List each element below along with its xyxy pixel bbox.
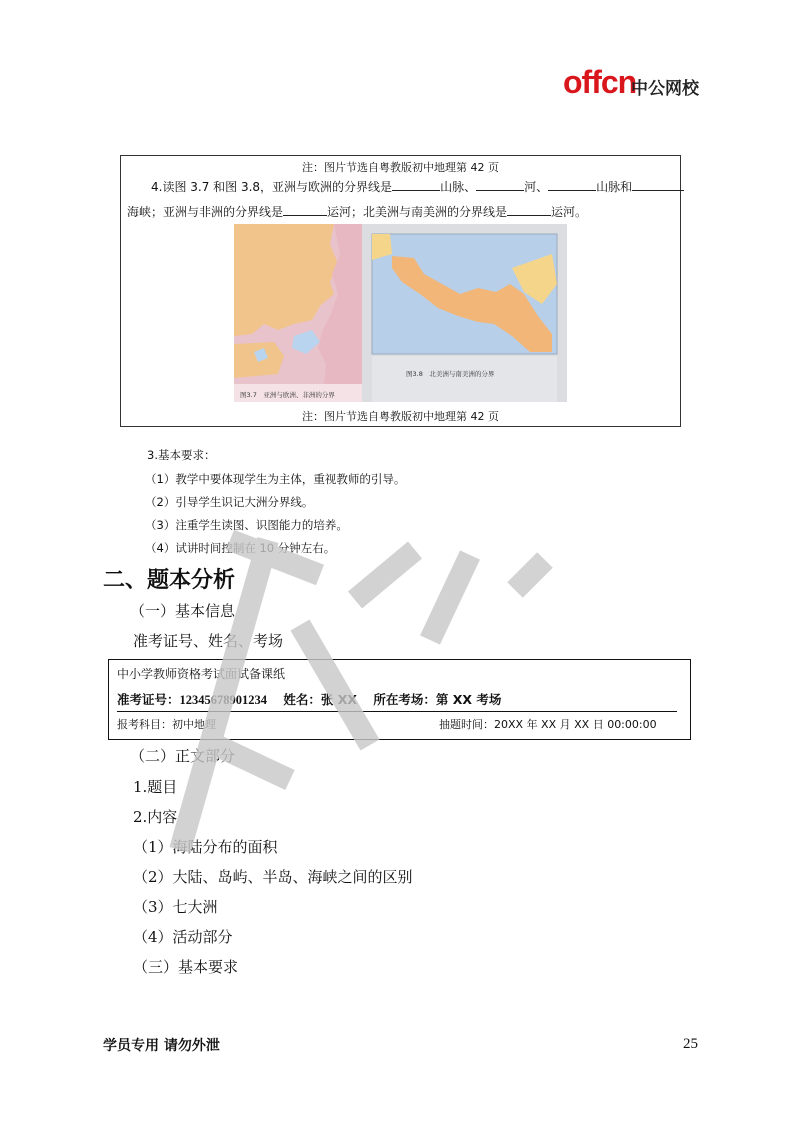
room-label: 所在考场： xyxy=(373,692,436,707)
page-number: 25 xyxy=(683,1036,698,1052)
subsection-main-text: （二）正文部分 xyxy=(130,747,236,765)
question-line-1 xyxy=(151,178,684,195)
watermark-stroke xyxy=(355,550,415,600)
name-value: 张 XX xyxy=(320,692,358,707)
lesson-plan-card xyxy=(108,659,691,740)
subject-label: 报考科目： xyxy=(117,718,172,731)
question-line-2 xyxy=(127,203,587,220)
content-point: （4）活动部分 xyxy=(133,928,233,946)
card-divider xyxy=(117,711,677,712)
item-title: 1.题目 xyxy=(133,778,178,796)
subsection-basic-info: （一）基本信息 xyxy=(130,602,236,620)
content-point: （2）大陆、岛屿、半岛、海峡之间的区别 xyxy=(133,868,413,886)
watermark-stroke xyxy=(430,555,470,640)
textbook-excerpt-box xyxy=(120,155,681,427)
requirement-item: （4）试讲时间控制在 10 分钟左右。 xyxy=(145,541,336,555)
content-point: （1）海陆分布的面积 xyxy=(133,838,278,856)
question-end: 运河。 xyxy=(551,205,588,219)
requirement-item: （1）教学中要体现学生为主体，重视教师的引导。 xyxy=(145,472,406,486)
id-value: 12345678901234 xyxy=(179,693,268,707)
section-heading: 二、题本分析 xyxy=(103,568,236,593)
question-mountain: 山脉、 xyxy=(440,180,477,194)
watermark-stroke xyxy=(515,560,545,590)
content-point: （3）七大洲 xyxy=(133,898,218,916)
question-canal: 运河；北美洲与南美洲的分界线是 xyxy=(327,205,508,219)
time-label: 抽题时间： xyxy=(439,718,494,731)
blank-6 xyxy=(507,203,551,216)
question-river: 河、 xyxy=(524,180,549,194)
name-label: 姓名： xyxy=(283,692,321,707)
requirements-title: 3.基本要求： xyxy=(147,448,216,462)
map-north-south-america xyxy=(362,224,567,402)
subsection-requirements: （三）基本要求 xyxy=(133,958,239,976)
excerpt-note-bottom: 注：图片节选自粤教版初中地理第 42 页 xyxy=(302,410,499,423)
card-subject xyxy=(117,716,216,732)
card-candidate-line xyxy=(117,690,501,708)
map-right-caption: 图3.8 北美洲与南美洲的分界 xyxy=(406,370,495,378)
brand-logo xyxy=(563,62,703,102)
map-asia-europe-africa xyxy=(234,224,362,402)
question-mountain2: 山脉和 xyxy=(596,180,633,194)
logo-chinese: 中公网校 xyxy=(631,79,699,99)
blank-1 xyxy=(392,178,440,191)
requirement-item: （2）引导学生识记大洲分界线。 xyxy=(145,495,314,509)
card-draw-time xyxy=(439,716,657,732)
question-prefix: 4.读图 3.7 和图 3.8，亚洲与欧洲的分界线是 xyxy=(151,180,393,194)
map-left-caption: 图3.7 亚洲与欧洲、非洲的分界 xyxy=(240,391,335,399)
card-title: 中小学教师资格考试面试备课纸 xyxy=(117,667,286,681)
time-value: 20XX 年 XX 月 XX 日 00:00:00 xyxy=(494,718,657,731)
item-content: 2.内容 xyxy=(133,808,178,826)
logo-wordmark: offcn xyxy=(563,64,637,100)
excerpt-note-top: 注：图片节选自粤教版初中地理第 42 页 xyxy=(302,161,499,174)
id-label: 准考证号： xyxy=(117,692,180,707)
footer-confidential-note: 学员专用 请勿外泄 xyxy=(103,1038,220,1054)
subject-value: 初中地理 xyxy=(172,718,216,731)
question-strait: 海峡；亚洲与非洲的分界线是 xyxy=(127,205,284,219)
map-left-graphic xyxy=(234,224,362,402)
basic-info-text: 准考证号、姓名、考场 xyxy=(133,632,284,650)
blank-5 xyxy=(283,203,327,216)
blank-2 xyxy=(476,178,524,191)
requirement-item: （3）注重学生读图、识图能力的培养。 xyxy=(145,518,348,532)
blank-4 xyxy=(632,178,684,191)
room-value: 第 XX 考场 xyxy=(435,692,502,707)
blank-3 xyxy=(548,178,596,191)
